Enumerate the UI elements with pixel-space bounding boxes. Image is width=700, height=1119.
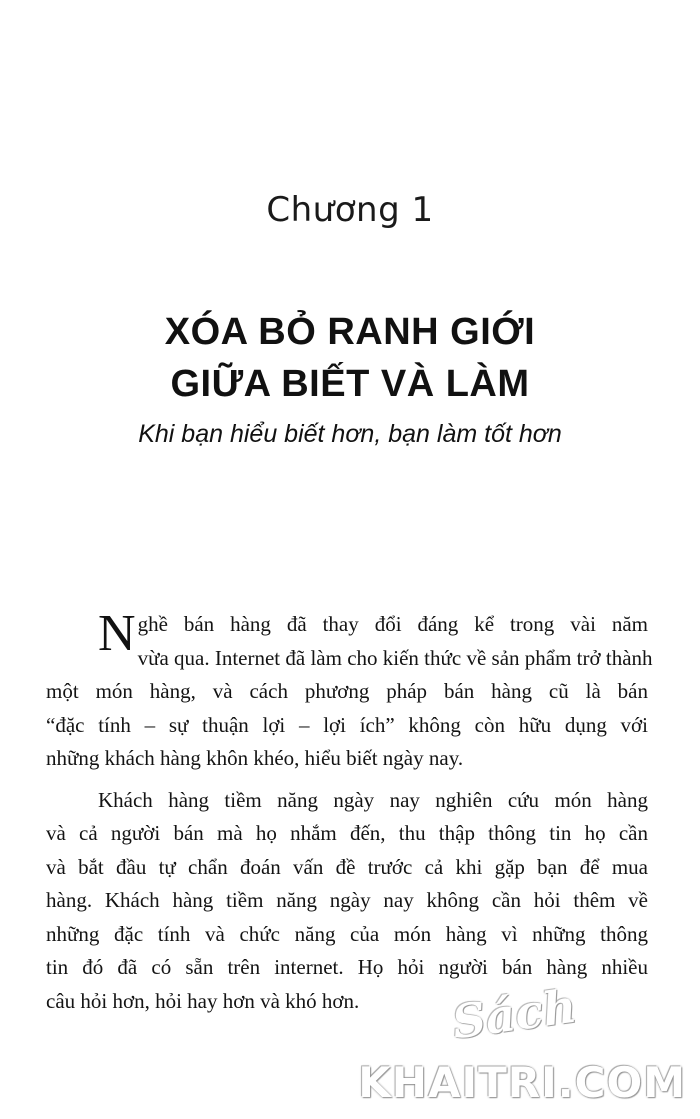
chapter-title bbox=[0, 306, 700, 410]
paragraph-1 bbox=[46, 605, 653, 776]
chapter-label: Chương 1 bbox=[266, 190, 434, 230]
body-text bbox=[46, 605, 653, 1018]
paragraph-2-line-4: hàng. Khách hàng tiềm năng ngày nay không cần hỏi thêm về bbox=[46, 888, 648, 912]
paragraph-1-line-5: những khách hàng khôn khéo, hiểu biết ngày nay. bbox=[46, 746, 464, 770]
paragraph-2-line-6: tin đó đã có sẵn trên internet. Họ hỏi người bán hàng nhiều bbox=[46, 955, 648, 979]
paragraph-1-line-4: “đặc tính – sự thuận lợi – lợi ích” không còn hữu dụng với bbox=[46, 712, 648, 737]
watermark-brand: KHAITRI.COM bbox=[358, 1058, 686, 1107]
paragraph-1-line-2: vừa qua. Internet đã làm cho kiến thức về sản phẩm trở thành bbox=[137, 645, 653, 670]
paragraph-2-line-1: Khách hàng tiềm năng ngày nay nghiên cứu món hàng bbox=[98, 787, 648, 812]
chapter-title-line-1: XÓA BỎ RANH GIỚI bbox=[164, 311, 536, 353]
paragraph-2-line-7: câu hỏi hơn, hỏi hay hơn và khó hơn. bbox=[46, 988, 360, 1013]
drop-cap: N bbox=[98, 605, 136, 662]
paragraph-2-line-3: và bắt đầu tự chẩn đoán vấn đề trước cả khi gặp bạn để mua bbox=[46, 854, 648, 879]
paragraph-2-line-5: những đặc tính và chức năng của món hàng vì những thông bbox=[46, 921, 648, 946]
chapter-subtitle: Khi bạn hiểu biết hơn, bạn làm tốt hơn bbox=[138, 420, 562, 448]
watermark-script: Sách bbox=[448, 978, 580, 1050]
paragraph-2-line-2: và cả người bán mà họ nhắm đến, thu thập thông tin họ cần bbox=[46, 821, 648, 845]
chapter-title-line-2: GIỮA BIẾT VÀ LÀM bbox=[170, 363, 530, 405]
paragraph-1-line-1: ghề bán hàng đã thay đổi đáng kể trong vài năm bbox=[137, 612, 648, 636]
watermark bbox=[358, 978, 686, 1107]
paragraph-1-line-3: một món hàng, và cách phương pháp bán hàng cũ là bán bbox=[46, 679, 648, 703]
